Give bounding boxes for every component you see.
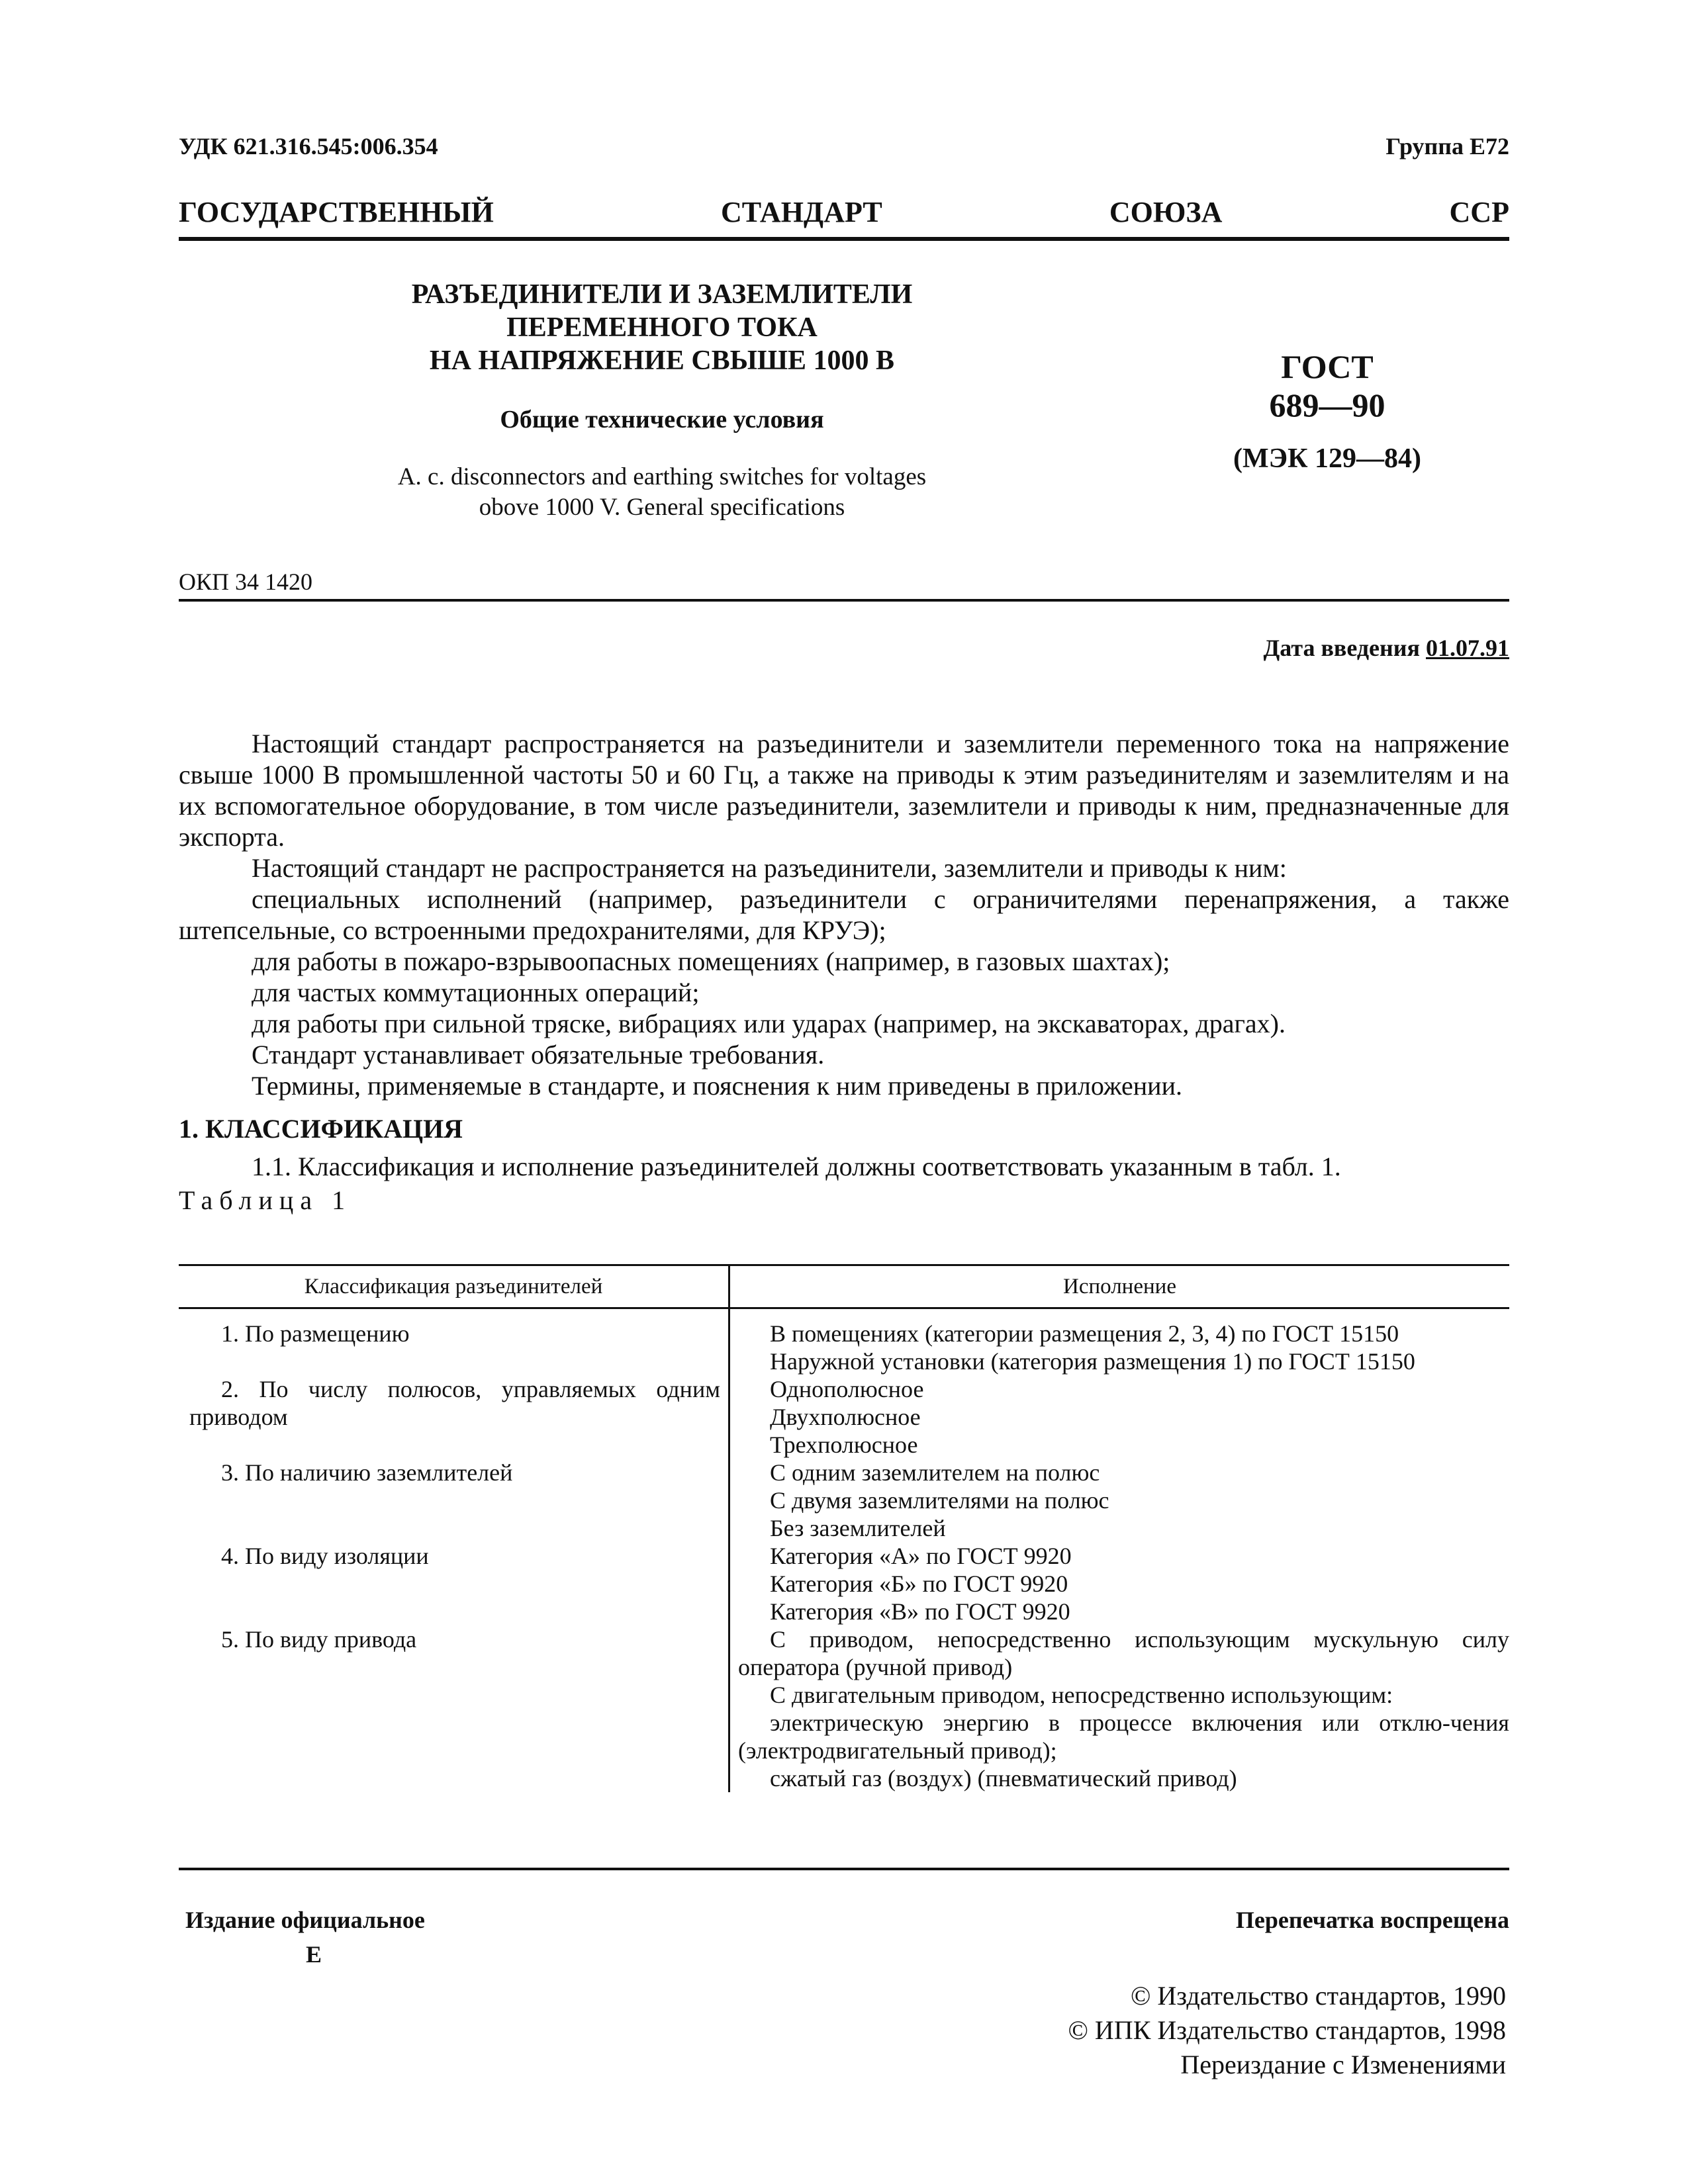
gost-designation (1201, 347, 1453, 475)
document-body (179, 728, 1509, 1216)
table-header-cell: Исполнение (729, 1265, 1510, 1308)
state-standard-word: ССР (1449, 196, 1509, 228)
copyright-line: © Издательство стандартов, 1990 (1130, 1981, 1506, 2011)
classification-table (179, 1264, 1509, 1792)
execution-item: С двигательным приводом, непосредственно использующим: (770, 1682, 1393, 1708)
reissue-note: Переиздание с Изменениями (1180, 2050, 1506, 2079)
category-label: 2. По числу полюсов, управляемых одним приводом (189, 1376, 720, 1430)
paragraph: для работы в пожаро-взрывоопасных помещениях (например, в газовых шахтах); (252, 946, 1170, 976)
english-title (331, 462, 993, 523)
paragraph: Стандарт устанавливает обязательные требования. (252, 1040, 825, 1069)
footer-divider (179, 1868, 1509, 1870)
intro-date-label: Дата введения (1263, 635, 1420, 661)
execution-item: С двумя заземлителями на полюс (770, 1487, 1109, 1514)
table-cell-category (179, 1625, 729, 1792)
english-title-line: obove 1000 V. General specifications (479, 494, 845, 521)
paragraph: 1.1. Классификация и исполнение разъединителей должны соответствовать указанным в табл. 1. (252, 1152, 1341, 1181)
table-cell-category (179, 1375, 729, 1459)
paragraph: для работы при сильной тряске, вибрациях или ударах (например, на экскаваторах, драгах). (252, 1009, 1286, 1038)
iec-reference: (МЭК 129—84) (1233, 443, 1422, 474)
table-header-cell: Классификация разъединителей (179, 1265, 729, 1308)
group-code: Группа Е72 (1385, 133, 1509, 159)
table-cell-execution (729, 1542, 1510, 1625)
section-title: 1. КЛАССИФИКАЦИЯ (179, 1114, 463, 1144)
table-cell-category (179, 1542, 729, 1625)
document-title (331, 278, 993, 523)
execution-item: Наружной установки (категория размещения 1) по ГОСТ 15150 (770, 1348, 1415, 1375)
table-row (179, 1308, 1509, 1376)
title-line: ПЕРЕМЕННОГО ТОКА (506, 312, 818, 343)
table-cell-execution (729, 1375, 1510, 1459)
category-label: 4. По виду изоляции (221, 1543, 429, 1569)
table-row (179, 1459, 1509, 1542)
category-label: 3. По наличию заземлителей (221, 1459, 513, 1486)
table-row (179, 1625, 1509, 1792)
reprint-notice: Перепечатка воспрещена (1235, 1907, 1509, 1933)
execution-item: С приводом, непосредственно использующим мускульную силу оператора (ручной привод) (738, 1626, 1509, 1680)
state-standard-word: СТАНДАРТ (720, 196, 882, 228)
table-header-row (179, 1265, 1509, 1308)
okp-code: ОКП 34 1420 (179, 569, 313, 595)
execution-item: В помещениях (категории размещения 2, 3, 4) по ГОСТ 15150 (770, 1320, 1399, 1347)
udk-code: УДК 621.316.545:006.354 (179, 133, 438, 159)
paragraph: Термины, применяемые в стандарте, и пояснения к ним приведены в приложении. (252, 1071, 1182, 1101)
english-title-line: A. c. disconnectors and earthing switches for voltages (397, 463, 927, 490)
gost-number: 689—90 (1269, 387, 1385, 424)
paragraph: для частых коммутационных операций; (252, 978, 700, 1007)
execution-item: Категория «Б» по ГОСТ 9920 (770, 1570, 1068, 1597)
execution-item: сжатый газ (воздух) (пневматический привод) (770, 1765, 1237, 1792)
execution-item: Двухполюсное (770, 1404, 921, 1430)
copyright-line: © ИПК Издательство стандартов, 1998 (1068, 2015, 1506, 2045)
execution-item: электрическую энергию в процессе включения или отклю-чения (электродвигательный привод); (738, 1709, 1509, 1764)
execution-item: С одним заземлителем на полюс (770, 1459, 1100, 1486)
header-divider (179, 237, 1509, 241)
paragraph: специальных исполнений (например, разъединители с ограничителями перенапряжения, а также штепсельные, со встроенными предохранителями, для КРУЭ); (179, 884, 1509, 945)
intro-date (1264, 634, 1510, 662)
copyright-block (1068, 1979, 1506, 2082)
state-standard-heading (179, 195, 1509, 229)
okp-divider (179, 599, 1509, 602)
document-subtitle: Общие технические условия (500, 406, 824, 433)
state-standard-word: ГОСУДАРСТВЕННЫЙ (179, 196, 494, 228)
execution-item: Категория «В» по ГОСТ 9920 (770, 1598, 1070, 1625)
category-label: 5. По виду привода (221, 1626, 417, 1653)
table-cell-category (179, 1459, 729, 1542)
table-row (179, 1375, 1509, 1459)
table-cell-execution (729, 1459, 1510, 1542)
category-label: 1. По размещению (221, 1320, 410, 1347)
title-line: РАЗЪЕДИНИТЕЛИ И ЗАЗЕМЛИТЕЛИ (411, 279, 913, 310)
edition-letter: Е (306, 1941, 322, 1968)
paragraph: Настоящий стандарт распространяется на разъединители и заземлители переменного тока на напряжение свыше 1000 В промышленной частоты 50 и 60 Гц, а также на приводы к этим разъединителям и заземлителям и на их вспомогательное оборудование, в том числе разъединители, заземлители и приводы к ним, предназначенные для экспорта. (179, 729, 1509, 852)
title-line: НА НАПРЯЖЕНИЕ СВЫШЕ 1000 В (429, 345, 895, 376)
intro-date-value: 01.07.91 (1426, 635, 1509, 661)
table-cell-execution (729, 1625, 1510, 1792)
execution-item: Однополюсное (770, 1376, 924, 1402)
table-cell-execution (729, 1308, 1510, 1376)
table-cell-category (179, 1308, 729, 1376)
execution-item: Трехполюсное (770, 1432, 918, 1458)
execution-item: Категория «А» по ГОСТ 9920 (770, 1543, 1072, 1569)
execution-item: Без заземлителей (770, 1515, 946, 1541)
edition-label: Издание официальное (185, 1907, 425, 1933)
table-row (179, 1542, 1509, 1625)
gost-label: ГОСТ (1281, 348, 1374, 385)
table-caption: Таблица 1 (179, 1185, 352, 1215)
state-standard-word: СОЮЗА (1109, 196, 1223, 228)
paragraph: Настоящий стандарт не распространяется на разъединители, заземлители и приводы к ним: (252, 853, 1287, 883)
